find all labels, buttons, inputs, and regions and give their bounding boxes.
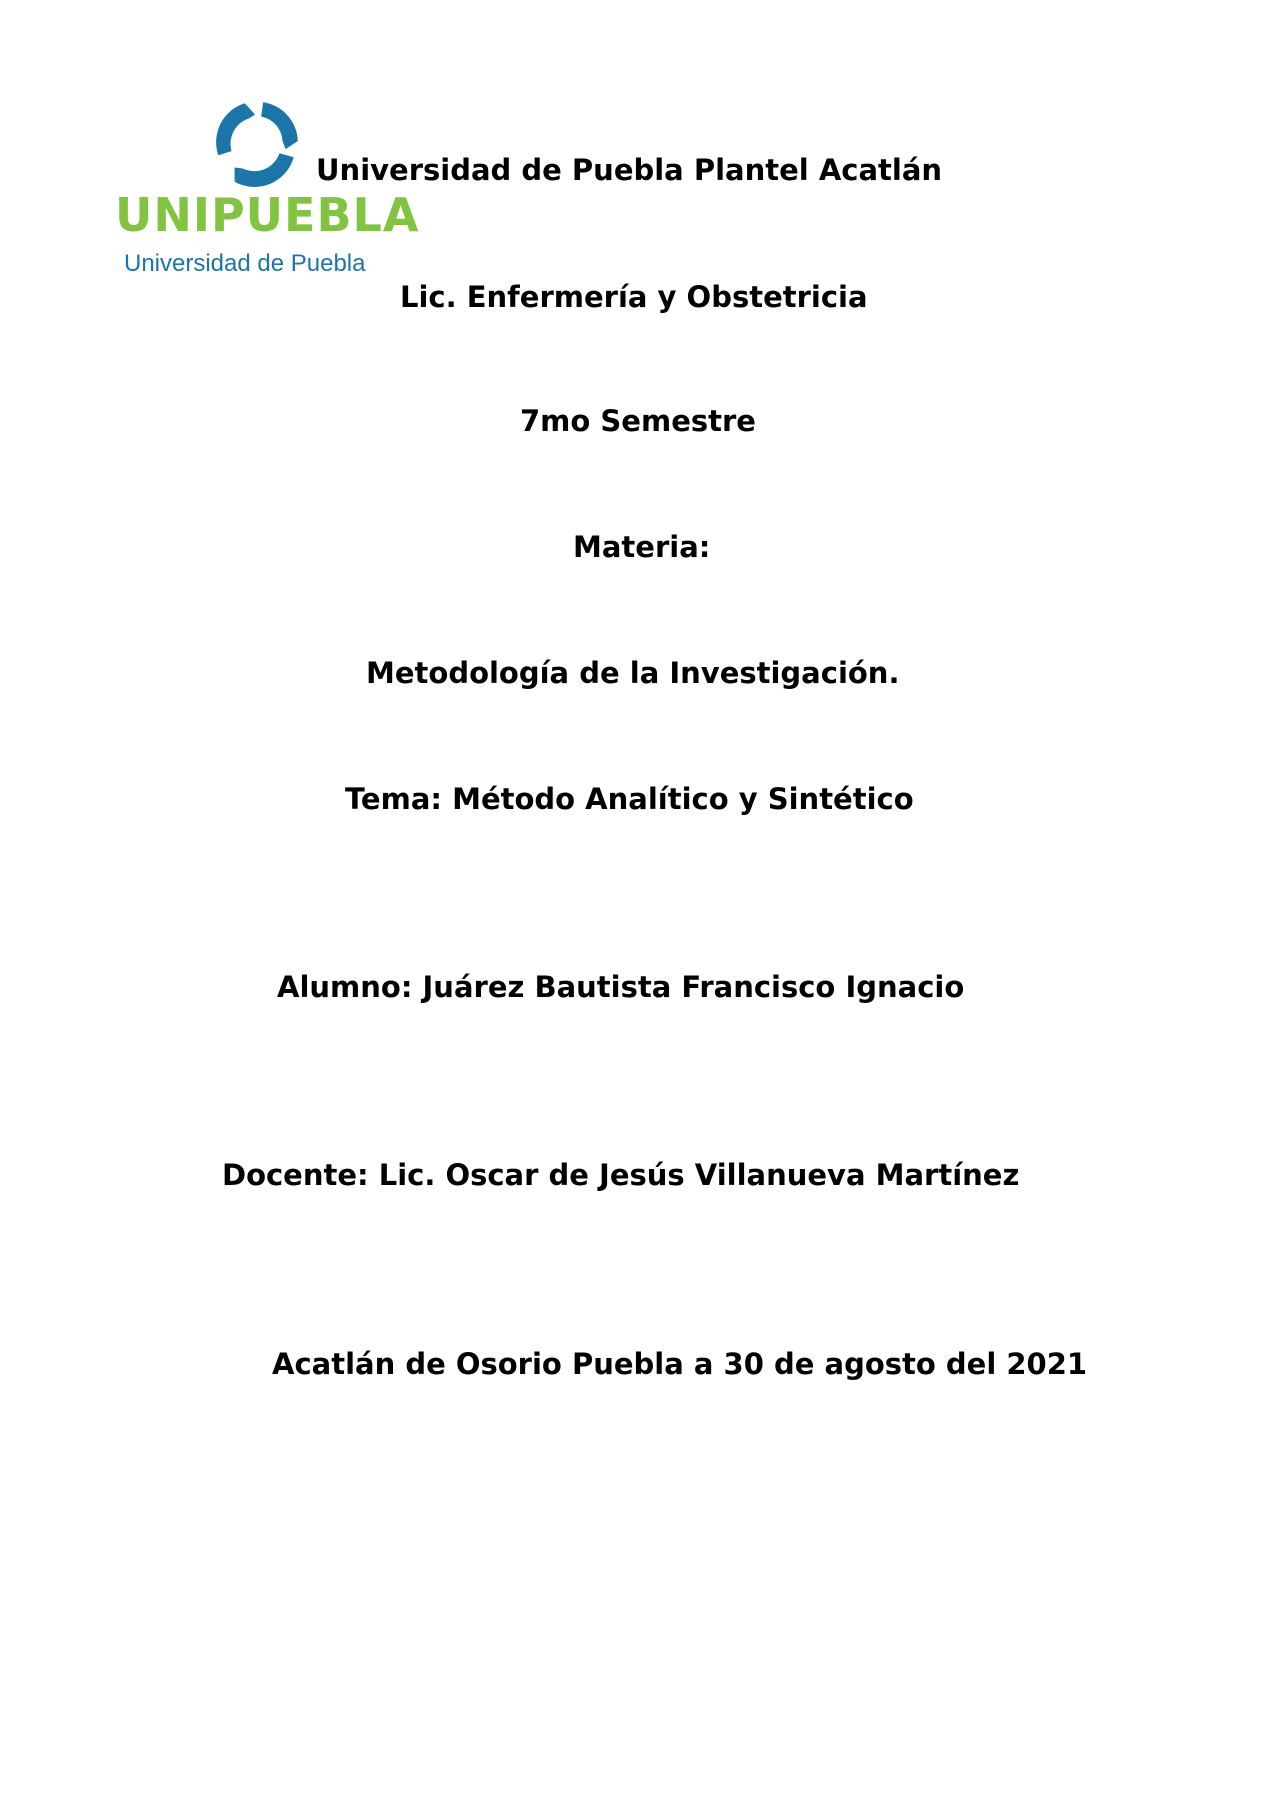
place-and-date: Acatlán de Osorio Puebla a 30 de agosto del 2021 xyxy=(272,1347,1088,1381)
unipuebla-logo xyxy=(112,92,420,282)
subject-label: Materia: xyxy=(573,530,711,564)
subject-name: Metodología de la Investigación. xyxy=(366,656,900,690)
teacher-name: Docente: Lic. Oscar de Jesús Villanueva Martínez xyxy=(222,1158,1020,1192)
logo-wordmark: UNIPUEBLA xyxy=(115,188,420,242)
program-name: Lic. Enfermería y Obstetricia xyxy=(400,280,868,314)
institution-name: Universidad de Puebla Plantel Acatlán xyxy=(316,153,943,187)
student-name: Alumno: Juárez Bautista Francisco Ignacio xyxy=(277,970,965,1004)
topic: Tema: Método Analítico y Sintético xyxy=(345,782,914,816)
circular-arrows-icon xyxy=(204,92,306,194)
logo-subtitle: Universidad de Puebla xyxy=(124,250,366,277)
semester: 7mo Semestre xyxy=(520,404,756,438)
